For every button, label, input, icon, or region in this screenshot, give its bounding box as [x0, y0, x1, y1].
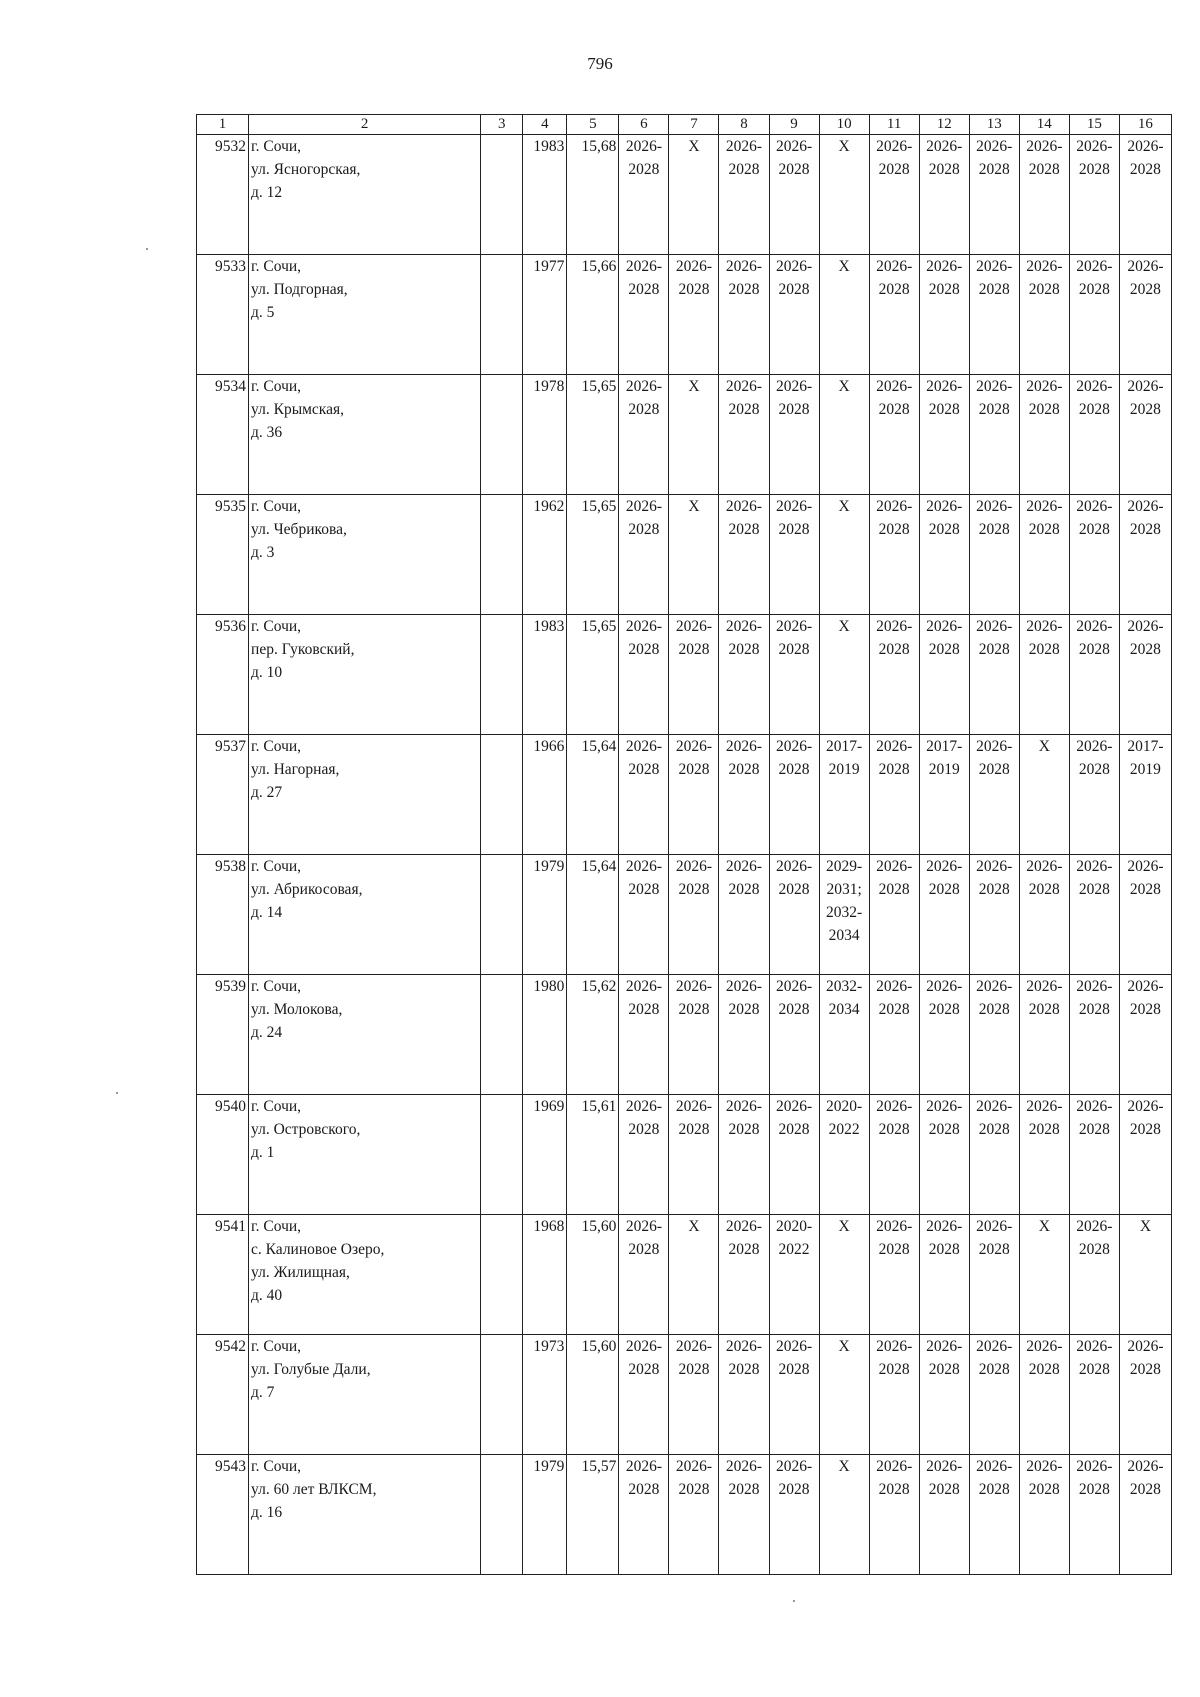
row-period-cell: 2026- 2028 [1069, 1095, 1119, 1215]
row-period-cell: 2026- 2028 [769, 135, 819, 255]
row-period-cell: 2026- 2028 [719, 735, 769, 855]
row-period-cell: 2026- 2028 [919, 255, 969, 375]
row-number: 9543 [197, 1455, 249, 1575]
row-period-cell: 2026- 2028 [619, 495, 669, 615]
row-period-cell: X [1019, 1215, 1069, 1335]
column-header: 6 [619, 115, 669, 135]
row-address: г. Сочи, ул. Островского, д. 1 [249, 1095, 481, 1215]
row-period-cell: 2026- 2028 [869, 135, 919, 255]
column-header: 7 [669, 115, 719, 135]
row-period-cell: X [669, 1215, 719, 1335]
table-row [197, 1335, 1172, 1455]
table-row [197, 375, 1172, 495]
row-value: 15,62 [567, 975, 619, 1095]
row-period-cell: 2026- 2028 [919, 375, 969, 495]
row-period-cell: 2026- 2028 [919, 1455, 969, 1575]
row-address: г. Сочи, с. Калиновое Озеро, ул. Жилищная, д. 40 [249, 1215, 481, 1335]
row-year: 1979 [523, 1455, 567, 1575]
row-period-cell: 2026- 2028 [1069, 1215, 1119, 1335]
row-period-cell: 2026- 2028 [969, 855, 1019, 975]
column-header: 3 [481, 115, 523, 135]
row-period-cell: 2026- 2028 [719, 615, 769, 735]
row-period-cell: 2026- 2028 [1019, 615, 1069, 735]
column-header: 8 [719, 115, 769, 135]
table-row [197, 975, 1172, 1095]
row-value: 15,60 [567, 1335, 619, 1455]
row-period-cell: 2032- 2034 [819, 975, 869, 1095]
row-period-cell: 2026- 2028 [919, 495, 969, 615]
row-col3 [481, 135, 523, 255]
row-period-cell: 2026- 2028 [619, 855, 669, 975]
row-number: 9533 [197, 255, 249, 375]
table-row [197, 615, 1172, 735]
row-col3 [481, 495, 523, 615]
row-year: 1969 [523, 1095, 567, 1215]
row-period-cell: 2026- 2028 [1019, 495, 1069, 615]
row-period-cell: 2026- 2028 [619, 615, 669, 735]
row-period-cell: 2026- 2028 [1069, 135, 1119, 255]
row-address: г. Сочи, пер. Гуковский, д. 10 [249, 615, 481, 735]
row-period-cell: 2026- 2028 [719, 1215, 769, 1335]
row-year: 1962 [523, 495, 567, 615]
row-period-cell: 2026- 2028 [869, 375, 919, 495]
row-col3 [481, 1215, 523, 1335]
row-period-cell: 2026- 2028 [769, 1335, 819, 1455]
row-period-cell: 2026- 2028 [1119, 495, 1171, 615]
row-period-cell: 2026- 2028 [1019, 1455, 1069, 1575]
table-row [197, 1095, 1172, 1215]
column-number-row [197, 115, 1172, 135]
column-header: 1 [197, 115, 249, 135]
row-number: 9541 [197, 1215, 249, 1335]
row-period-cell: 2026- 2028 [619, 735, 669, 855]
row-address: г. Сочи, ул. Крымская, д. 36 [249, 375, 481, 495]
row-address: г. Сочи, ул. Абрикосовая, д. 14 [249, 855, 481, 975]
row-col3 [481, 735, 523, 855]
row-period-cell: 2026- 2028 [1119, 375, 1171, 495]
row-period-cell: 2026- 2028 [1019, 1095, 1069, 1215]
row-year: 1977 [523, 255, 567, 375]
row-period-cell: 2026- 2028 [619, 1215, 669, 1335]
scan-speck [146, 248, 148, 250]
row-period-cell: 2026- 2028 [719, 495, 769, 615]
table-row [197, 255, 1172, 375]
row-period-cell: 2026- 2028 [1119, 975, 1171, 1095]
row-period-cell: X [669, 135, 719, 255]
row-period-cell: X [819, 1215, 869, 1335]
column-header: 14 [1019, 115, 1069, 135]
row-period-cell: 2026- 2028 [869, 1095, 919, 1215]
row-number: 9534 [197, 375, 249, 495]
row-period-cell: 2026- 2028 [919, 975, 969, 1095]
row-col3 [481, 975, 523, 1095]
row-period-cell: 2026- 2028 [1069, 1455, 1119, 1575]
row-period-cell: 2026- 2028 [1069, 975, 1119, 1095]
row-number: 9539 [197, 975, 249, 1095]
row-col3 [481, 855, 523, 975]
row-col3 [481, 1095, 523, 1215]
row-period-cell: 2026- 2028 [769, 1455, 819, 1575]
row-period-cell: 2026- 2028 [1019, 255, 1069, 375]
row-period-cell: 2026- 2028 [769, 495, 819, 615]
row-period-cell: 2026- 2028 [669, 255, 719, 375]
row-value: 15,64 [567, 855, 619, 975]
table-row [197, 1215, 1172, 1335]
row-address: г. Сочи, ул. Ясногорская, д. 12 [249, 135, 481, 255]
row-period-cell: 2026- 2028 [869, 1455, 919, 1575]
row-period-cell: 2026- 2028 [769, 255, 819, 375]
row-period-cell: X [1019, 735, 1069, 855]
row-number: 9535 [197, 495, 249, 615]
row-value: 15,66 [567, 255, 619, 375]
row-value: 15,65 [567, 375, 619, 495]
row-period-cell: 2026- 2028 [719, 1095, 769, 1215]
table-row [197, 495, 1172, 615]
row-period-cell: 2026- 2028 [669, 735, 719, 855]
row-value: 15,68 [567, 135, 619, 255]
row-period-cell: 2026- 2028 [969, 135, 1019, 255]
row-period-cell: 2026- 2028 [769, 735, 819, 855]
row-col3 [481, 375, 523, 495]
row-address: г. Сочи, ул. Подгорная, д. 5 [249, 255, 481, 375]
row-period-cell: 2026- 2028 [1069, 1335, 1119, 1455]
row-period-cell: 2026- 2028 [869, 1215, 919, 1335]
row-period-cell: 2020- 2022 [769, 1215, 819, 1335]
row-period-cell: 2026- 2028 [719, 1455, 769, 1575]
row-period-cell: 2017- 2019 [1119, 735, 1171, 855]
row-period-cell: 2026- 2028 [1019, 855, 1069, 975]
table-row [197, 735, 1172, 855]
row-period-cell: X [819, 135, 869, 255]
row-period-cell: 2026- 2028 [919, 135, 969, 255]
row-period-cell: 2026- 2028 [719, 135, 769, 255]
column-header: 11 [869, 115, 919, 135]
row-period-cell: 2026- 2028 [1119, 855, 1171, 975]
row-col3 [481, 1335, 523, 1455]
row-year: 1979 [523, 855, 567, 975]
row-value: 15,61 [567, 1095, 619, 1215]
row-period-cell: 2026- 2028 [719, 255, 769, 375]
row-number: 9537 [197, 735, 249, 855]
row-period-cell: 2026- 2028 [1069, 375, 1119, 495]
row-number: 9536 [197, 615, 249, 735]
row-period-cell: 2026- 2028 [1119, 135, 1171, 255]
column-header: 9 [769, 115, 819, 135]
row-period-cell: 2026- 2028 [719, 375, 769, 495]
row-period-cell: 2026- 2028 [669, 975, 719, 1095]
row-period-cell: 2026- 2028 [969, 255, 1019, 375]
row-period-cell: 2026- 2028 [969, 1455, 1019, 1575]
row-year: 1983 [523, 135, 567, 255]
table-body [197, 135, 1172, 1575]
row-period-cell: 2026- 2028 [919, 1215, 969, 1335]
row-period-cell: 2026- 2028 [869, 975, 919, 1095]
row-period-cell: 2026- 2028 [1119, 615, 1171, 735]
row-period-cell: 2026- 2028 [1069, 615, 1119, 735]
row-period-cell: 2026- 2028 [719, 975, 769, 1095]
row-period-cell: X [819, 495, 869, 615]
row-period-cell: 2026- 2028 [869, 855, 919, 975]
row-period-cell: 2026- 2028 [869, 495, 919, 615]
row-col3 [481, 615, 523, 735]
row-period-cell: 2026- 2028 [919, 1335, 969, 1455]
row-period-cell: 2026- 2028 [619, 375, 669, 495]
row-value: 15,64 [567, 735, 619, 855]
column-header: 13 [969, 115, 1019, 135]
row-period-cell: 2026- 2028 [719, 1335, 769, 1455]
row-address: г. Сочи, ул. Нагорная, д. 27 [249, 735, 481, 855]
row-period-cell: 2026- 2028 [969, 1095, 1019, 1215]
row-period-cell: 2026- 2028 [769, 855, 819, 975]
row-period-cell: 2026- 2028 [1119, 1335, 1171, 1455]
row-period-cell: 2026- 2028 [919, 1095, 969, 1215]
row-period-cell: 2026- 2028 [669, 855, 719, 975]
column-header: 2 [249, 115, 481, 135]
row-number: 9532 [197, 135, 249, 255]
row-period-cell: X [669, 375, 719, 495]
row-period-cell: X [669, 495, 719, 615]
row-period-cell: 2026- 2028 [769, 1095, 819, 1215]
row-period-cell: 2026- 2028 [969, 735, 1019, 855]
row-period-cell: 2026- 2028 [769, 615, 819, 735]
scan-speck [793, 1600, 795, 1602]
register-table [196, 114, 1172, 1575]
row-period-cell: 2026- 2028 [1119, 255, 1171, 375]
row-period-cell: 2026- 2028 [969, 1215, 1019, 1335]
row-col3 [481, 255, 523, 375]
row-period-cell: 2026- 2028 [619, 135, 669, 255]
row-period-cell: 2026- 2028 [869, 735, 919, 855]
row-period-cell: 2026- 2028 [619, 1455, 669, 1575]
row-period-cell: 2026- 2028 [1019, 975, 1069, 1095]
row-period-cell: 2026- 2028 [869, 1335, 919, 1455]
row-period-cell: 2026- 2028 [969, 975, 1019, 1095]
row-number: 9542 [197, 1335, 249, 1455]
row-period-cell: 2026- 2028 [1069, 735, 1119, 855]
scan-speck [116, 1092, 118, 1094]
column-header: 15 [1069, 115, 1119, 135]
row-period-cell: X [819, 615, 869, 735]
row-period-cell: X [1119, 1215, 1171, 1335]
row-period-cell: X [819, 255, 869, 375]
row-period-cell: 2026- 2028 [669, 1095, 719, 1215]
row-period-cell: 2017- 2019 [919, 735, 969, 855]
row-year: 1978 [523, 375, 567, 495]
column-header: 4 [523, 115, 567, 135]
row-period-cell: 2026- 2028 [1119, 1455, 1171, 1575]
row-period-cell: 2026- 2028 [969, 1335, 1019, 1455]
row-period-cell: 2026- 2028 [1119, 1095, 1171, 1215]
page-number: 796 [587, 54, 613, 73]
row-period-cell: 2017- 2019 [819, 735, 869, 855]
table-row [197, 135, 1172, 255]
row-col3 [481, 1455, 523, 1575]
row-period-cell: 2026- 2028 [619, 1335, 669, 1455]
row-period-cell: 2026- 2028 [619, 255, 669, 375]
row-value: 15,65 [567, 615, 619, 735]
column-header: 16 [1119, 115, 1171, 135]
row-year: 1968 [523, 1215, 567, 1335]
row-address: г. Сочи, ул. Молокова, д. 24 [249, 975, 481, 1095]
row-period-cell: 2026- 2028 [919, 855, 969, 975]
row-period-cell: X [819, 375, 869, 495]
column-header: 10 [819, 115, 869, 135]
row-address: г. Сочи, ул. Голубые Дали, д. 7 [249, 1335, 481, 1455]
row-period-cell: 2026- 2028 [1069, 255, 1119, 375]
row-period-cell: 2026- 2028 [719, 855, 769, 975]
row-period-cell: 2026- 2028 [1019, 375, 1069, 495]
row-period-cell: 2026- 2028 [869, 615, 919, 735]
row-year: 1980 [523, 975, 567, 1095]
row-period-cell: 2026- 2028 [969, 375, 1019, 495]
table-row [197, 1455, 1172, 1575]
row-period-cell: 2026- 2028 [769, 375, 819, 495]
row-period-cell: X [819, 1455, 869, 1575]
row-value: 15,65 [567, 495, 619, 615]
row-number: 9538 [197, 855, 249, 975]
row-value: 15,57 [567, 1455, 619, 1575]
row-period-cell: 2026- 2028 [669, 615, 719, 735]
row-period-cell: 2026- 2028 [1069, 495, 1119, 615]
table-row [197, 855, 1172, 975]
column-header: 12 [919, 115, 969, 135]
row-period-cell: 2026- 2028 [619, 975, 669, 1095]
row-period-cell: 2026- 2028 [1019, 1335, 1069, 1455]
row-period-cell: 2026- 2028 [1019, 135, 1069, 255]
row-period-cell: 2026- 2028 [969, 615, 1019, 735]
row-period-cell: 2020- 2022 [819, 1095, 869, 1215]
row-year: 1966 [523, 735, 567, 855]
row-period-cell: X [819, 1335, 869, 1455]
row-period-cell: 2026- 2028 [619, 1095, 669, 1215]
row-period-cell: 2026- 2028 [669, 1335, 719, 1455]
row-year: 1973 [523, 1335, 567, 1455]
row-year: 1983 [523, 615, 567, 735]
row-period-cell: 2026- 2028 [869, 255, 919, 375]
row-period-cell: 2029- 2031; 2032- 2034 [819, 855, 869, 975]
row-period-cell: 2026- 2028 [1069, 855, 1119, 975]
column-header: 5 [567, 115, 619, 135]
row-value: 15,60 [567, 1215, 619, 1335]
row-address: г. Сочи, ул. 60 лет ВЛКСМ, д. 16 [249, 1455, 481, 1575]
row-period-cell: 2026- 2028 [969, 495, 1019, 615]
row-period-cell: 2026- 2028 [769, 975, 819, 1095]
row-period-cell: 2026- 2028 [669, 1455, 719, 1575]
row-address: г. Сочи, ул. Чебрикова, д. 3 [249, 495, 481, 615]
row-period-cell: 2026- 2028 [919, 615, 969, 735]
row-number: 9540 [197, 1095, 249, 1215]
